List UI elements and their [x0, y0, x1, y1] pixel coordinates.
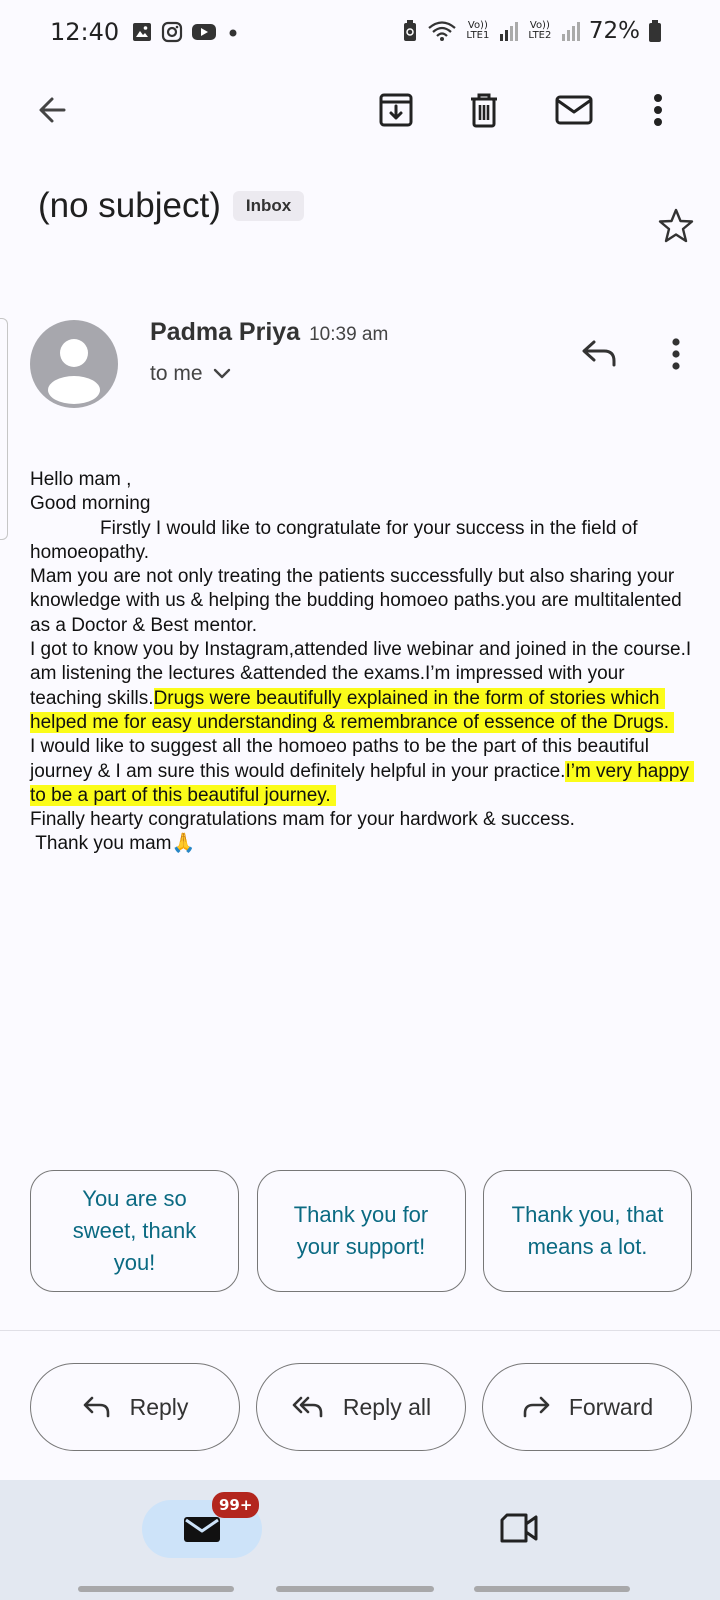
- body-line-text: I got to know you by Instagram,attended live webinar and joined in the course.I am listening the lectures &attended the exams.I’m impressed with your teaching skills.: [30, 639, 697, 709]
- instagram-notification-icon: [161, 21, 183, 43]
- youtube-notification-icon: [191, 21, 217, 43]
- mark-unread-button[interactable]: [552, 88, 596, 132]
- body-line: [30, 735, 700, 808]
- recipient-details-toggle[interactable]: [150, 362, 231, 386]
- lte2-label: Vo)) LTE2: [528, 20, 552, 41]
- status-bar: [0, 0, 720, 64]
- star-icon: [656, 206, 696, 246]
- archive-icon: [377, 91, 415, 129]
- nav-gesture-bar: [78, 1586, 234, 1592]
- body-line: Thank you mam🙏: [30, 833, 196, 855]
- nav-gesture-bar: [276, 1586, 434, 1592]
- signal-sim2-icon: [561, 20, 581, 42]
- body-line: [30, 517, 700, 566]
- sender-avatar[interactable]: [30, 320, 118, 408]
- divider: [0, 1330, 720, 1331]
- recipient-label: to me: [150, 362, 203, 385]
- signal-sim1-icon: [499, 20, 519, 42]
- nav-meet-button[interactable]: [498, 1510, 540, 1551]
- forward-label: Forward: [568, 1393, 654, 1420]
- email-subject: (no subject): [38, 186, 221, 225]
- avatar-icon: [30, 320, 118, 408]
- gallery-notification-icon: [131, 21, 153, 43]
- reply-icon: [580, 336, 620, 370]
- more-notifications-dot-icon: [225, 21, 241, 43]
- data-saver-icon: [401, 19, 419, 43]
- inbox-label-chip[interactable]: Inbox: [233, 191, 304, 221]
- message-toolbar: [0, 80, 720, 140]
- battery-icon: [648, 19, 662, 43]
- mail-unread-badge: 99+: [212, 1492, 259, 1518]
- star-button[interactable]: [656, 206, 696, 246]
- more-options-button[interactable]: [636, 88, 680, 132]
- collapsed-panel-edge: [0, 318, 8, 540]
- smart-reply-chip[interactable]: You are so sweet, thank you!: [30, 1170, 239, 1292]
- status-right: [401, 18, 662, 44]
- reply-all-label: Reply all: [342, 1393, 432, 1420]
- sent-time: 10:39 am: [309, 324, 389, 345]
- bottom-navigation: [0, 1480, 720, 1600]
- battery-percent: 72%: [588, 18, 640, 44]
- video-icon: [498, 1510, 540, 1546]
- lte1-label: Vo)) LTE1: [466, 20, 490, 41]
- body-line: Mam you are not only treating the patients successfully but also sharing your knowledge with us & helping the budding homoeo paths.you are multitalented as a Doctor & Best mentor.: [30, 566, 687, 636]
- reply-label: Reply: [129, 1393, 189, 1420]
- more-vert-icon: [652, 92, 664, 128]
- quick-reply-button[interactable]: [580, 336, 624, 376]
- message-more-button[interactable]: [670, 336, 690, 376]
- body-line: Hello mam ,: [30, 469, 132, 490]
- sender-name: Padma Priya: [150, 318, 301, 346]
- more-vert-icon: [670, 336, 682, 372]
- back-button[interactable]: [30, 88, 74, 132]
- reply-all-icon: [291, 1394, 325, 1420]
- highlighted-text: I’m very happy to be a part of this beautiful journey.: [30, 760, 695, 806]
- reply-icon: [82, 1394, 112, 1420]
- body-line-text: I would like to suggest all the homoeo paths to be the part of this beautiful journey & I am sure this would definitely helpful in your practice.: [30, 736, 655, 782]
- body-line-text: Firstly I would like to congratulate for your success in the field of homoeopathy.: [30, 517, 643, 563]
- wifi-icon: [427, 19, 457, 43]
- forward-button[interactable]: [482, 1363, 692, 1451]
- body-line: Finally hearty congratulations mam for your hardwork & success.: [30, 809, 575, 831]
- archive-button[interactable]: [374, 88, 418, 132]
- nav-gesture-bar: [474, 1586, 630, 1592]
- forward-icon: [521, 1394, 551, 1420]
- mail-icon: [183, 1514, 221, 1544]
- reply-button[interactable]: [30, 1363, 240, 1451]
- body-line: Good morning: [30, 493, 151, 515]
- back-arrow-icon: [34, 92, 70, 128]
- smart-reply-chip[interactable]: Thank you for your support!: [257, 1170, 466, 1292]
- delete-button[interactable]: [462, 88, 506, 132]
- message-actions: [30, 1363, 692, 1451]
- email-body: [30, 468, 700, 857]
- smart-reply-chip[interactable]: Thank you, that means a lot.: [483, 1170, 692, 1292]
- mark-unread-icon: [554, 93, 594, 127]
- highlighted-text: Drugs were beautifully explained in the form of stories which helped me for easy understanding & remembrance of essence of the Drugs.: [30, 687, 675, 733]
- notification-icons: [131, 21, 241, 43]
- reply-all-button[interactable]: [256, 1363, 466, 1451]
- sender-line: [150, 318, 388, 347]
- chevron-down-icon: [213, 368, 231, 380]
- body-line: [30, 638, 700, 735]
- subject-row: [38, 186, 304, 226]
- delete-icon: [465, 91, 503, 129]
- smart-replies: [30, 1170, 692, 1292]
- status-time: 12:40: [50, 18, 120, 46]
